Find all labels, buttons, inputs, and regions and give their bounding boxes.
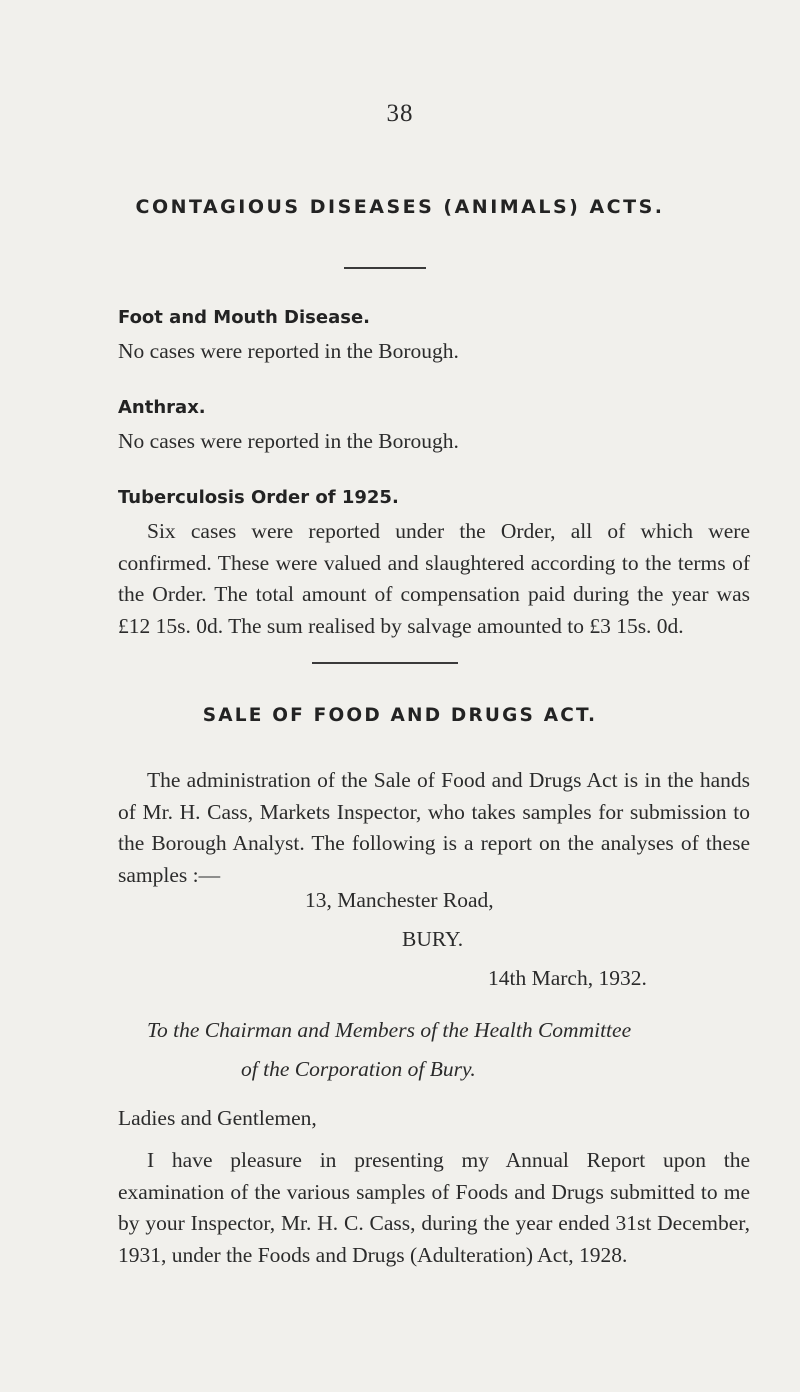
paragraph-foot-and-mouth: No cases were reported in the Borough. (118, 339, 459, 363)
divider-long (312, 662, 458, 664)
subheading-tuberculosis-order: Tuberculosis Order of 1925. (118, 487, 399, 508)
letter-date: 14th March, 1932. (488, 966, 647, 990)
section-title-contagious-diseases: CONTAGIOUS DISEASES (ANIMALS) ACTS. (135, 196, 665, 218)
letter-address-town: BURY. (402, 927, 464, 951)
subheading-anthrax: Anthrax. (118, 397, 206, 418)
letter-recipient-line2: of the Corporation of Bury. (241, 1057, 476, 1081)
paragraph-anthrax: No cases were reported in the Borough. (118, 429, 459, 453)
letter-body: I have pleasure in presenting my Annual Report upon the examination of the various samples of Foods and Drugs submitted to me by your Inspector, Mr. H. C. Cass, during the year ended 31st December, 1931, under the Foods and Drugs (Adulteration) Act, 1928. (118, 1148, 750, 1267)
section-title-sale-of-food-and-drugs: SALE OF FOOD AND DRUGS ACT. (202, 705, 598, 726)
divider-short (344, 267, 426, 269)
letter-salutation: Ladies and Gentlemen, (118, 1106, 317, 1130)
letter-recipient-line1: To the Chairman and Members of the Health Committee (147, 1018, 632, 1042)
letter-address-street: 13, Manchester Road, (305, 888, 494, 912)
page-number: 38 (386, 100, 414, 127)
paragraph-administration: The administration of the Sale of Food and Drugs Act is in the hands of Mr. H. Cass, Markets Inspector, who takes samples for submission to the Borough Analyst. The following is a report on the analyses of these samples :— (118, 768, 750, 887)
subheading-foot-and-mouth: Foot and Mouth Disease. (118, 307, 370, 328)
paragraph-tuberculosis-order: Six cases were reported under the Order, all of which were confirmed. These were valued and slaughtered according to the terms of the Order. The total amount of compensation paid during the year was £12 15s. 0d. The sum realised by salvage amounted to £3 15s. 0d. (118, 519, 750, 638)
